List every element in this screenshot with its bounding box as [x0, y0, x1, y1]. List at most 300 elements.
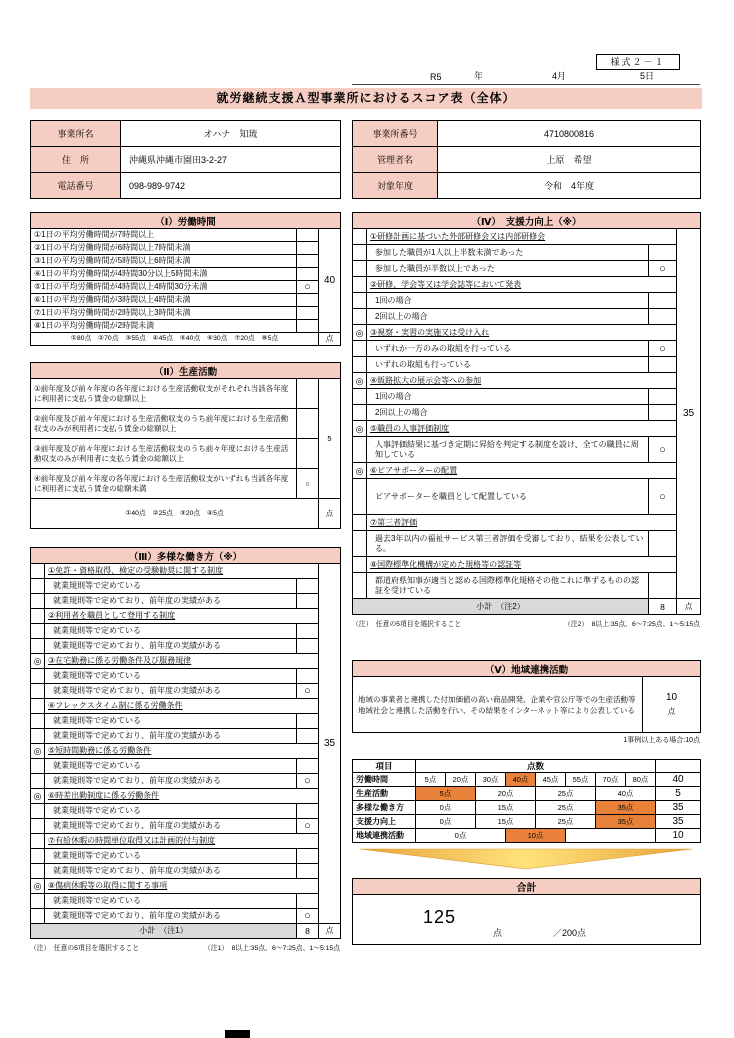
check-mark-cell: ○ [297, 684, 319, 699]
option-label: 就業規則等で定めており、前年度の実績がある [45, 909, 297, 924]
point-option-selected: 40点 [506, 773, 536, 787]
table-row [353, 373, 701, 389]
check-mark-cell [297, 379, 319, 409]
item-heading-text: ③視察・実習の実施又は受け入れ [370, 327, 490, 337]
points-unit: 点 [667, 706, 676, 716]
table-row [31, 759, 341, 774]
option-label: 人事評価結果に基づき定期に昇給を判定する制度を設け、全ての職員に周知している [367, 437, 649, 463]
item-heading [45, 744, 319, 759]
table-row [353, 421, 701, 437]
point-option-selected: 35点 [596, 801, 656, 815]
item-heading [45, 789, 319, 804]
down-arrow-icon [352, 848, 700, 875]
check-mark-cell [649, 389, 677, 405]
table-row [31, 320, 341, 333]
section-5-score: 10 [665, 691, 678, 703]
selected-item-mark [353, 277, 367, 293]
option-label: 就業規則等で定めており、前年度の実績がある [45, 864, 297, 879]
item-heading [367, 515, 677, 531]
selected-item-mark: ◎ [31, 654, 45, 669]
check-mark-cell: ○ [649, 341, 677, 357]
empty-cell [31, 774, 45, 789]
empty-cell [353, 405, 367, 421]
empty-cell [31, 849, 45, 864]
total-body [353, 895, 701, 945]
check-mark-cell [649, 531, 677, 557]
summary-row-score: 5 [656, 787, 701, 801]
empty-cell [31, 909, 45, 924]
section-4-score: 35 [677, 229, 701, 599]
section-5-note: 1事例以上ある場合:10点 [623, 737, 700, 744]
check-mark-cell [297, 894, 319, 909]
option-label: 2回以上の場合 [367, 309, 649, 325]
item-heading [367, 463, 677, 479]
item-heading [45, 654, 319, 669]
check-mark-cell [297, 255, 319, 268]
item-heading-text: ⑧国際標準化機構が定めた規格等の認証等 [370, 559, 522, 569]
point-option: 25点 [536, 815, 596, 829]
table-row [31, 294, 341, 307]
summary-row-score: 35 [656, 801, 701, 815]
section-3-score: 35 [319, 564, 341, 924]
option-label: 就業規則等で定めており、前年度の実績がある [45, 684, 297, 699]
point-option: 25点 [536, 801, 596, 815]
summary-row-score: 40 [656, 773, 701, 787]
empty-cell [31, 684, 45, 699]
footnote-scoring-note: （注1） 8以上:35点、6～7:25点、1～5:15点 [204, 945, 340, 952]
table-row [31, 819, 341, 834]
option-label: いずれの取組も行っている [367, 357, 649, 373]
points-unit: 点 [493, 928, 503, 938]
section-3-footnote [30, 942, 340, 952]
point-option: 40点 [596, 787, 656, 801]
option-label: 就業規則等で定めている [45, 804, 297, 819]
point-option: 15点 [476, 815, 536, 829]
date-day: 5日 [640, 71, 655, 81]
table-row [31, 684, 341, 699]
table-row [353, 229, 701, 245]
table-row [353, 515, 701, 531]
point-option: 5点 [416, 773, 446, 787]
item-heading-text: ④フレックスタイム制に係る労働条件 [48, 701, 183, 710]
empty-cell [31, 714, 45, 729]
point-option-selected: 35点 [596, 815, 656, 829]
table-row [353, 309, 701, 325]
empty-cell [31, 729, 45, 744]
option-label: 就業規則等で定めており、前年度の実績がある [45, 774, 297, 789]
empty-cell [31, 639, 45, 654]
item-heading [45, 834, 319, 849]
table-row [353, 661, 701, 677]
criterion-label: ②前年度及び前々年度における生産活動収支のうち前年度における生産活動収支のみが利用者に支払う賃金の総額以上 [31, 409, 297, 439]
address-label: 住 所 [31, 147, 121, 173]
empty-cell [353, 341, 367, 357]
table-row [31, 281, 341, 294]
item-heading-text: ④販路拡大の展示会等への参加 [370, 375, 482, 385]
option-label: 1回の場合 [367, 293, 649, 309]
table-row [31, 255, 341, 268]
table-row [353, 895, 701, 945]
item-heading-text: ②研修、学会等又は学会誌等において発表 [370, 279, 522, 289]
phone-label: 電話番号 [31, 173, 121, 199]
table-row [31, 699, 341, 714]
option-label: 就業規則等で定めており、前年度の実績がある [45, 594, 297, 609]
page-bottom-mark [225, 1030, 250, 1038]
table-row [31, 363, 341, 379]
item-heading-text: ①研修計画に基づいた外部研修会又は内部研修会 [370, 231, 546, 241]
table-row [353, 261, 701, 277]
option-label: 就業規則等で定めている [45, 849, 297, 864]
selected-item-mark: ◎ [31, 789, 45, 804]
section-1-score: 40 [319, 229, 341, 333]
table-row [31, 307, 341, 320]
check-mark-cell [297, 804, 319, 819]
empty-cell [353, 531, 367, 557]
section-3-title: （Ⅲ）多様な働き方（※） [31, 548, 341, 564]
table-row [353, 405, 701, 421]
check-mark-cell [297, 849, 319, 864]
check-mark-cell: ○ [297, 819, 319, 834]
check-mark-cell [297, 579, 319, 594]
target-year-label: 対象年度 [353, 173, 438, 199]
table-row [31, 864, 341, 879]
selected-item-mark: ◎ [353, 463, 367, 479]
section-3-diverse-work-table [30, 547, 341, 939]
date-year-label: 年 [474, 71, 484, 81]
check-mark-cell [297, 439, 319, 469]
table-row [353, 815, 701, 829]
office-info-right-table [352, 120, 701, 199]
item-heading [367, 557, 677, 573]
item-heading-text: ⑦第三者評価 [370, 517, 418, 527]
empty-cell [353, 357, 367, 373]
selected-item-mark [31, 699, 45, 714]
option-label: 就業規則等で定めている [45, 579, 297, 594]
table-row [31, 409, 341, 439]
option-label: 就業規則等で定めている [45, 894, 297, 909]
table-row [31, 909, 341, 924]
empty-cell [31, 819, 45, 834]
point-option: 45点 [536, 773, 566, 787]
section-4-footnote [352, 618, 700, 628]
date-era: R5 [430, 72, 442, 82]
option-label: 就業規則等で定めている [45, 759, 297, 774]
subtotal-label: 小計 （注2） [353, 599, 649, 615]
option-label: 1回の場合 [367, 389, 649, 405]
table-row [31, 579, 341, 594]
table-row [31, 669, 341, 684]
points-unit: 点 [319, 499, 341, 529]
check-mark-cell: ○ [649, 479, 677, 515]
criterion-label: ①前年度及び前々年度の各年度における生産活動収支がそれぞれ当該各年度に利用者に支払う賃金の総額以上 [31, 379, 297, 409]
summary-row-label: 多様な働き方 [353, 801, 416, 815]
check-mark-cell: ○ [297, 469, 319, 499]
table-row [31, 804, 341, 819]
check-mark-cell [297, 409, 319, 439]
check-mark-cell [649, 245, 677, 261]
left-column [30, 212, 340, 952]
office-number-value: 4710800816 [438, 121, 701, 147]
footnote-select-note: （注） 任意の5項目を選択すること [30, 945, 140, 952]
table-row [31, 639, 341, 654]
selected-item-mark [31, 609, 45, 624]
check-mark-cell: ○ [649, 437, 677, 463]
office-number-label: 事業所番号 [353, 121, 438, 147]
date-line [352, 70, 700, 85]
selected-item-mark: ◎ [31, 744, 45, 759]
footnote-scoring-note: （注2） 8以上:35点、6～7:25点、1～5:15点 [564, 621, 700, 628]
table-row [31, 834, 341, 849]
criterion-label: ①1日の平均労働時間が7時間以上 [31, 229, 297, 242]
point-option-selected: 10点 [506, 829, 566, 843]
section-4-support-table [352, 212, 701, 615]
table-row [353, 801, 701, 815]
check-mark-cell: ○ [297, 281, 319, 294]
empty-cell [31, 864, 45, 879]
item-heading [45, 609, 319, 624]
selected-item-mark [353, 515, 367, 531]
phone-value: 098-989-9742 [121, 173, 341, 199]
item-heading [45, 699, 319, 714]
empty-cell [353, 245, 367, 261]
right-column [352, 212, 700, 945]
check-mark-cell [649, 405, 677, 421]
table-row [353, 599, 701, 615]
check-mark-cell [649, 309, 677, 325]
option-label: 就業規則等で定めている [45, 624, 297, 639]
table-row [353, 760, 701, 773]
table-row [353, 173, 701, 199]
table-row [31, 242, 341, 255]
table-row [31, 924, 341, 939]
table-row [353, 325, 701, 341]
option-label: 就業規則等で定めている [45, 714, 297, 729]
empty-cell [353, 389, 367, 405]
subtotal-label: 小計 （注1） [31, 924, 297, 939]
office-info-left-table [30, 120, 341, 199]
criterion-label: ④1日の平均労働時間が4時間30分以上5時間未満 [31, 268, 297, 281]
item-heading-text: ⑤職員の人事評価制度 [370, 423, 450, 433]
item-heading-text: ②利用者を職員として登用する制度 [48, 611, 176, 620]
summary-row-label: 支援力向上 [353, 815, 416, 829]
table-row [353, 479, 701, 515]
item-heading [367, 421, 677, 437]
table-row [31, 714, 341, 729]
point-option: 30点 [476, 773, 506, 787]
check-mark-cell [649, 293, 677, 309]
section-2-score: 5 [319, 379, 341, 499]
option-label: 就業規則等で定めており、前年度の実績がある [45, 819, 297, 834]
empty-cell [31, 759, 45, 774]
table-row [31, 654, 341, 669]
check-mark-cell [649, 573, 677, 599]
item-heading [367, 373, 677, 389]
table-row [31, 744, 341, 759]
option-label: 参加した職員が半数以上であった [367, 261, 649, 277]
section-1-labor-hours-table [30, 212, 341, 346]
table-row [353, 147, 701, 173]
empty-cell [566, 829, 656, 843]
item-heading [367, 229, 677, 245]
selected-item-mark [31, 564, 45, 579]
check-mark-cell [297, 669, 319, 684]
footnote-select-note: （注） 任意の5項目を選択すること [352, 621, 462, 628]
item-heading [45, 879, 319, 894]
option-label: 参加した職員が1人以上半数未満であった [367, 245, 649, 261]
check-mark-cell [297, 729, 319, 744]
criterion-label: ③前年度及び前々年度における生産活動収支のうち前々年度における生産活動収支のみが利用者に支払う賃金の総額以上 [31, 439, 297, 469]
table-row [31, 268, 341, 281]
empty-cell [656, 760, 701, 773]
table-row [353, 293, 701, 309]
table-row [31, 774, 341, 789]
section-1-title: （Ⅰ）労働時間 [31, 213, 341, 229]
table-row [31, 469, 341, 499]
item-heading-text: ⑦有給休暇の時間単位取得又は計画的付与制度 [48, 836, 216, 845]
option-label: 就業規則等で定めており、前年度の実績がある [45, 729, 297, 744]
criterion-label: ⑥1日の平均労働時間が3時間以上4時間未満 [31, 294, 297, 307]
table-row [353, 213, 701, 229]
empty-cell [353, 573, 367, 599]
criterion-label: ⑤1日の平均労働時間が4時間以上4時間30分未満 [31, 281, 297, 294]
item-heading-text: ⑥時差出勤制度に係る労働条件 [48, 791, 160, 800]
office-name-value: オハナ 知琉 [121, 121, 341, 147]
table-row [31, 548, 341, 564]
point-option: 80点 [626, 773, 656, 787]
criterion-label: ③1日の平均労働時間が5時間以上6時間未満 [31, 255, 297, 268]
check-mark-cell [297, 320, 319, 333]
empty-cell [31, 579, 45, 594]
empty-cell [31, 804, 45, 819]
date-month: 4月 [552, 71, 567, 81]
table-row [31, 729, 341, 744]
item-heading-text: ⑤短時間勤務に係る労働条件 [48, 746, 152, 755]
table-row [353, 773, 701, 787]
point-option: 0点 [416, 801, 476, 815]
total-max: ／200点 [553, 928, 587, 938]
selected-item-mark [31, 834, 45, 849]
summary-row-label: 労働時間 [353, 773, 416, 787]
points-unit: 点 [319, 924, 341, 939]
item-heading [367, 325, 677, 341]
empty-cell [353, 479, 367, 515]
section-5-title: （Ⅴ）地域連携活動 [353, 661, 701, 677]
empty-cell [31, 624, 45, 639]
check-mark-cell [297, 294, 319, 307]
section-2-production-table [30, 362, 341, 529]
empty-cell [31, 594, 45, 609]
total-score-table [352, 878, 701, 945]
summary-row-score: 35 [656, 815, 701, 829]
point-option: 20点 [446, 773, 476, 787]
table-row [31, 624, 341, 639]
criterion-label: ④前年度及び前々年度の各年度における生産活動収支がいずれも当該各年度に利用者に支払う賃金の総額未満 [31, 469, 297, 499]
option-label: いずれか一方のみの取組を行っている [367, 341, 649, 357]
check-mark-cell: ○ [297, 909, 319, 924]
empty-cell [31, 894, 45, 909]
check-mark-cell [297, 242, 319, 255]
selected-item-mark: ◎ [353, 421, 367, 437]
table-row [353, 531, 701, 557]
table-row [31, 439, 341, 469]
check-mark-cell [649, 357, 677, 373]
selected-item-mark: ◎ [31, 879, 45, 894]
point-option-selected: 5点 [416, 787, 476, 801]
selected-item-mark [353, 229, 367, 245]
summary-score-table [352, 759, 701, 843]
option-label: 2回以上の場合 [367, 405, 649, 421]
table-row [353, 121, 701, 147]
section-5-community-table [352, 660, 701, 733]
table-row [31, 173, 341, 199]
check-mark-cell [297, 624, 319, 639]
section-4-title: （Ⅳ） 支援力向上（※） [353, 213, 701, 229]
point-option: 70点 [596, 773, 626, 787]
point-option: 15点 [476, 801, 536, 815]
check-mark-cell: ○ [649, 261, 677, 277]
total-label: 合計 [353, 879, 701, 895]
point-option: 0点 [416, 815, 476, 829]
selected-item-mark: ◎ [353, 373, 367, 389]
table-row [31, 609, 341, 624]
option-label: 都道府県知事が適当と認める国際標準化規格その他これに準ずるものの認証を受けている [367, 573, 649, 599]
table-row [353, 245, 701, 261]
empty-cell [353, 309, 367, 325]
criterion-label: ②1日の平均労働時間が6時間以上7時間未満 [31, 242, 297, 255]
table-row [31, 849, 341, 864]
item-heading [367, 277, 677, 293]
option-label: ピアサポーターを職員として配置している [367, 479, 649, 515]
address-value: 沖縄県沖縄市園田3-2-27 [121, 147, 341, 173]
table-row [353, 677, 701, 733]
table-row [31, 121, 341, 147]
criterion-label: ⑧1日の平均労働時間が2時間未満 [31, 320, 297, 333]
criterion-label: ⑦1日の平均労働時間が2時間以上3時間未満 [31, 307, 297, 320]
total-value: 125 [423, 907, 457, 927]
summary-row-label: 生産活動 [353, 787, 416, 801]
table-row [31, 379, 341, 409]
check-mark-cell [297, 759, 319, 774]
table-row [353, 557, 701, 573]
section-5-score-cell [643, 677, 701, 733]
check-mark-cell [297, 307, 319, 320]
page-title: 就労継続支援Ａ型事業所におけるスコア表（全体） [30, 88, 702, 109]
table-row [31, 499, 341, 529]
empty-cell [353, 261, 367, 277]
subtotal-value: 8 [297, 924, 319, 939]
table-row [353, 879, 701, 895]
point-option: 20点 [476, 787, 536, 801]
empty-cell [31, 669, 45, 684]
score-legend: ①40点 ②25点 ③20点 ④5点 [31, 499, 319, 529]
point-option: 0点 [416, 829, 506, 843]
option-label: 就業規則等で定めている [45, 669, 297, 684]
option-label: 就業規則等で定めており、前年度の実績がある [45, 639, 297, 654]
table-row [353, 829, 701, 843]
table-row [353, 437, 701, 463]
table-row [353, 277, 701, 293]
check-mark-cell: ○ [297, 774, 319, 789]
section-5-description: 地域の事業者と連携した付加価値の高い商品開発、企業や官公庁等での生産活動等地域社会と連携した活動を行い、その結果をインターネット等により公表している [353, 677, 643, 733]
item-heading-text: ③在宅勤務に係る労働条件及び服務規律 [48, 656, 192, 665]
table-row [353, 787, 701, 801]
office-name-label: 事業所名 [31, 121, 121, 147]
subtotal-value: 8 [649, 599, 677, 615]
table-row [31, 789, 341, 804]
check-mark-cell [297, 268, 319, 281]
table-row [31, 333, 341, 346]
option-label: 過去3年以内の福祉サービス第三者評価を受審しており、結果を公表している。 [367, 531, 649, 557]
